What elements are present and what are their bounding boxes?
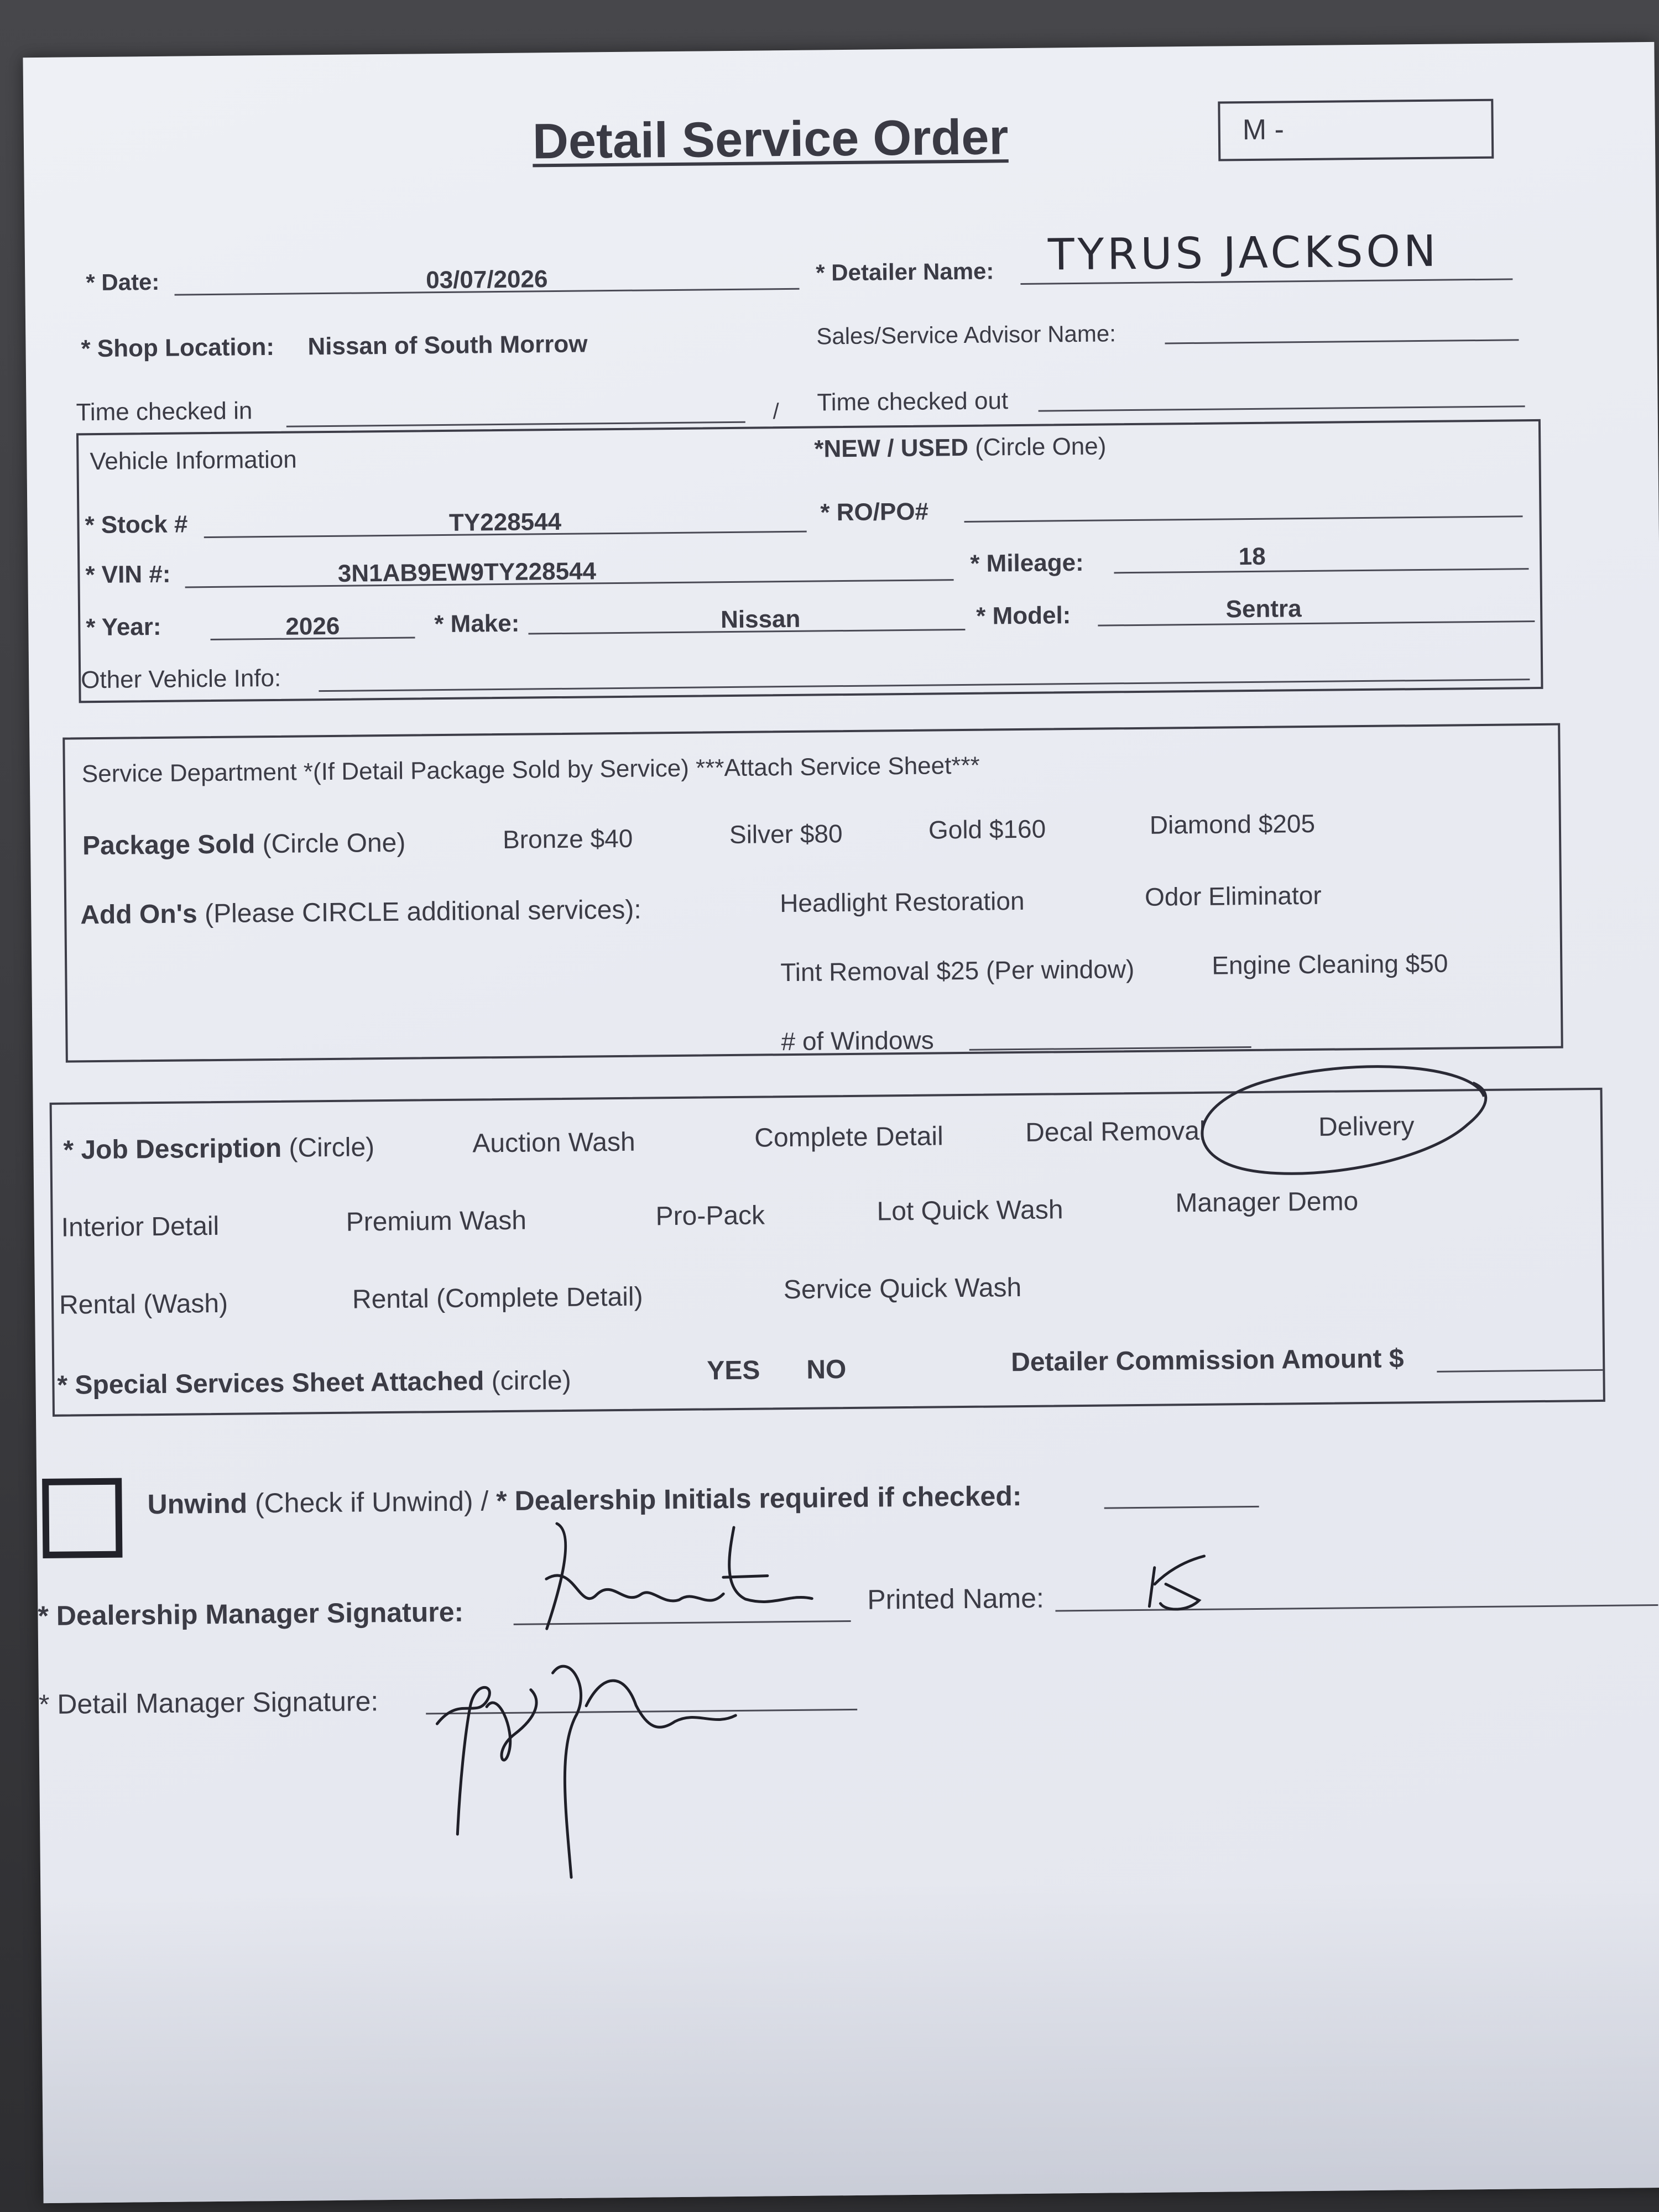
model-value[interactable]: Sentra: [1225, 595, 1302, 623]
special-services-circle: (circle): [491, 1365, 571, 1396]
time-in-label: Time checked in: [76, 397, 253, 426]
package-gold[interactable]: Gold $160: [928, 814, 1046, 844]
ro-po-line[interactable]: [964, 515, 1523, 523]
job-complete-detail[interactable]: Complete Detail: [754, 1121, 943, 1153]
job-rental-complete-detail[interactable]: Rental (Complete Detail): [352, 1282, 643, 1314]
mileage-value[interactable]: 18: [1238, 542, 1266, 571]
package-sold-prompt: [82, 828, 406, 862]
package-sold-label: Package Sold: [82, 830, 255, 861]
addons-instructions: (Please CIRCLE additional services):: [204, 895, 641, 929]
delivery-circle-mark: [1185, 1058, 1496, 1193]
model-label: * Model:: [975, 602, 1071, 630]
time-in-line[interactable]: [286, 421, 745, 427]
time-out-label: Time checked out: [817, 387, 1009, 416]
addon-tint-removal[interactable]: Tint Removal $25 (Per window): [780, 954, 1135, 987]
advisor-label: Sales/Service Advisor Name:: [816, 320, 1117, 349]
time-separator: /: [773, 399, 779, 424]
package-diamond[interactable]: Diamond $205: [1149, 808, 1316, 839]
service-dept-header: Service Department *(If Detail Package Sold by Service) ***Attach Service Sheet***: [81, 752, 980, 788]
shop-location-label: * Shop Location:: [81, 333, 275, 363]
detailer-name-handwritten[interactable]: TYRUS JACKSON: [1047, 226, 1439, 280]
form-number-box[interactable]: [1218, 99, 1494, 161]
job-pro-pack[interactable]: Pro-Pack: [655, 1201, 765, 1232]
job-rental-wash[interactable]: Rental (Wash): [59, 1288, 228, 1320]
vin-label: * VIN #:: [85, 560, 171, 589]
year-label: * Year:: [86, 613, 161, 641]
job-lot-quick-wash[interactable]: Lot Quick Wash: [877, 1195, 1063, 1227]
addon-engine-cleaning[interactable]: Engine Cleaning $50: [1212, 948, 1448, 980]
other-info-line[interactable]: [319, 679, 1530, 692]
new-used-label: *NEW / USED: [814, 434, 969, 463]
job-decal-removal[interactable]: Decal Removal: [1025, 1116, 1206, 1147]
job-premium-wash[interactable]: Premium Wash: [346, 1206, 527, 1237]
form-title: Detail Service Order: [532, 109, 1009, 170]
time-out-line[interactable]: [1039, 405, 1525, 411]
make-label: * Make:: [434, 609, 520, 638]
vehicle-info-label: Vehicle Information: [90, 446, 297, 476]
new-used-circle-one: (Circle One): [974, 432, 1107, 461]
addons-label: Add On's: [80, 899, 197, 930]
package-circle-one: (Circle One): [262, 828, 406, 859]
service-order-form: [23, 42, 1659, 2203]
addon-headlight-restoration[interactable]: Headlight Restoration: [779, 886, 1025, 918]
make-value[interactable]: Nissan: [720, 605, 801, 634]
job-delivery[interactable]: Delivery: [1318, 1112, 1415, 1142]
stock-label: * Stock #: [85, 510, 188, 539]
unwind-checkbox[interactable]: [42, 1478, 122, 1558]
mileage-label: * Mileage:: [970, 549, 1084, 577]
service-department-box: [62, 723, 1563, 1063]
special-services-yes[interactable]: YES: [707, 1355, 760, 1386]
job-manager-demo[interactable]: Manager Demo: [1175, 1187, 1359, 1218]
ro-po-label: * RO/PO#: [820, 498, 929, 526]
job-description-label: * Job Description: [63, 1133, 282, 1165]
commission-line[interactable]: [1437, 1369, 1603, 1373]
advisor-line[interactable]: [1165, 339, 1519, 344]
job-circle: (Circle): [289, 1133, 375, 1163]
vehicle-info-box: [76, 419, 1543, 703]
commission-label: Detailer Commission Amount $: [1010, 1344, 1404, 1378]
unwind-label: Unwind: [147, 1488, 248, 1520]
year-value[interactable]: 2026: [285, 612, 340, 640]
date-value[interactable]: 03/07/2026: [425, 265, 548, 294]
vin-value[interactable]: 3N1AB9EW9TY228544: [337, 557, 597, 587]
printed-name-label: Printed Name:: [867, 1582, 1045, 1615]
detail-manager-signature-ink: [425, 1637, 815, 1885]
job-interior-detail[interactable]: Interior Detail: [61, 1211, 220, 1243]
windows-label: # of Windows: [781, 1025, 934, 1056]
paper-shadow: [40, 1878, 1659, 2203]
job-description-box: [50, 1088, 1605, 1417]
dealership-manager-signature-ink: [513, 1510, 846, 1646]
addon-odor-eliminator[interactable]: Odor Eliminator: [1144, 880, 1322, 911]
dealership-signature-label: * Dealership Manager Signature:: [38, 1596, 464, 1632]
stock-value[interactable]: TY228544: [448, 508, 562, 536]
windows-line[interactable]: [969, 1046, 1251, 1051]
shop-location-value: Nissan of South Morrow: [307, 330, 588, 361]
job-service-quick-wash[interactable]: Service Quick Wash: [783, 1273, 1022, 1305]
detailer-name-label: * Detailer Name:: [816, 258, 994, 286]
package-bronze[interactable]: Bronze $40: [502, 823, 633, 854]
unwind-initials-line[interactable]: [1104, 1506, 1259, 1509]
printed-name-initials-ink: [1132, 1550, 1243, 1618]
date-label: * Date:: [86, 268, 160, 296]
special-services-label: * Special Services Sheet Attached: [57, 1366, 484, 1400]
unwind-initials-label: * Dealership Initials required if checked:: [495, 1480, 1022, 1517]
unwind-instruction: (Check if Unwind) /: [254, 1485, 489, 1519]
job-auction-wash[interactable]: Auction Wash: [472, 1127, 635, 1159]
addons-prompt: [80, 895, 641, 931]
form-number-label: M -: [1242, 113, 1285, 147]
job-description-prompt: [63, 1132, 374, 1166]
special-services-no[interactable]: NO: [806, 1355, 847, 1385]
detail-signature-label: * Detail Manager Signature:: [38, 1686, 379, 1720]
other-info-label: Other Vehicle Info:: [81, 664, 281, 694]
new-used-prompt[interactable]: [814, 431, 1107, 465]
package-silver[interactable]: Silver $80: [729, 819, 843, 849]
special-services-prompt: [57, 1365, 571, 1401]
